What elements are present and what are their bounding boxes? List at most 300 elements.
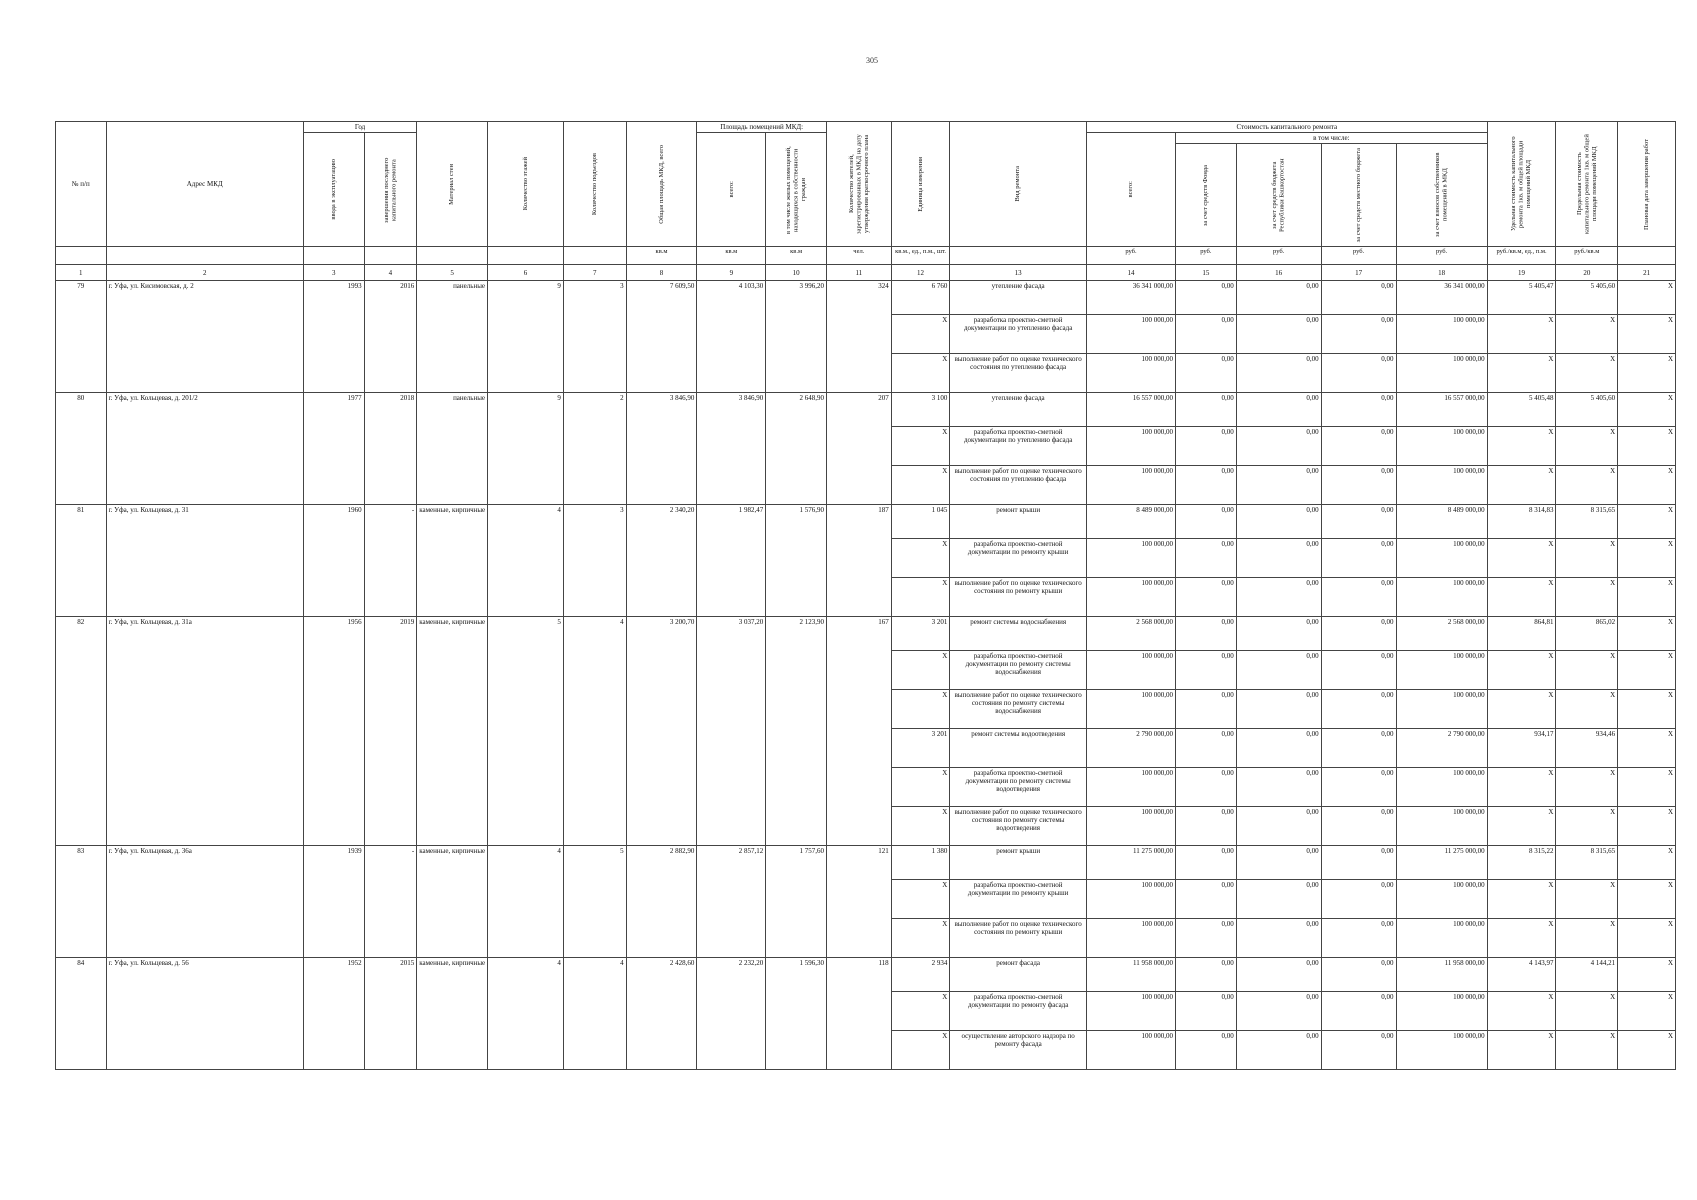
row-area-total: 3 037,20	[697, 617, 766, 846]
work-plan-date: X	[1618, 466, 1676, 505]
work-max-cost: X	[1556, 354, 1618, 393]
work-plan-date: X	[1618, 617, 1676, 651]
column-number: 3	[303, 265, 364, 281]
work-cost-fund: 0,00	[1175, 992, 1236, 1031]
column-number: 2	[106, 265, 303, 281]
work-cost-owners: 100 000,00	[1396, 578, 1487, 617]
work-cost-republic: 0,00	[1236, 315, 1321, 354]
work-quantity: X	[891, 651, 950, 690]
work-cost-republic: 0,00	[1236, 281, 1321, 315]
column-number: 12	[891, 265, 950, 281]
work-type: ремонт крыши	[950, 505, 1087, 539]
work-max-cost: X	[1556, 880, 1618, 919]
work-quantity: X	[891, 466, 950, 505]
work-plan-date: X	[1618, 578, 1676, 617]
unit-11: чел.	[826, 247, 891, 265]
work-cost-republic: 0,00	[1236, 505, 1321, 539]
work-type: разработка проектно-сметной документации по утеплению фасада	[950, 315, 1087, 354]
row-year-last-repair: 2018	[364, 393, 417, 505]
hdr-cost-group: Стоимость капитального ремонта	[1086, 122, 1487, 133]
work-unit-cost: 864,81	[1487, 617, 1556, 651]
work-cost-local: 0,00	[1321, 992, 1396, 1031]
row-number: 82	[56, 617, 107, 846]
work-max-cost: X	[1556, 992, 1618, 1031]
work-cost-fund: 0,00	[1175, 466, 1236, 505]
work-plan-date: X	[1618, 427, 1676, 466]
table-row	[56, 846, 1676, 880]
unit-8: кв.м	[626, 247, 697, 265]
work-quantity: X	[891, 539, 950, 578]
work-cost-republic: 0,00	[1236, 958, 1321, 992]
work-plan-date: X	[1618, 729, 1676, 768]
work-cost-owners: 36 341 000,00	[1396, 281, 1487, 315]
column-number: 19	[1487, 265, 1556, 281]
work-type: разработка проектно-сметной документации по ремонту системы водоснабжения	[950, 651, 1087, 690]
work-max-cost: 8 315,65	[1556, 505, 1618, 539]
work-plan-date: X	[1618, 992, 1676, 1031]
row-area-owned: 3 996,20	[766, 281, 827, 393]
column-number-row	[56, 265, 1676, 281]
work-plan-date: X	[1618, 768, 1676, 807]
work-cost-republic: 0,00	[1236, 539, 1321, 578]
work-cost-total: 100 000,00	[1086, 427, 1175, 466]
row-year-last-repair: 2019	[364, 617, 417, 846]
row-address: г. Уфа, ул. Кольцевая, д. 201/2	[106, 393, 303, 505]
work-quantity: X	[891, 807, 950, 846]
work-unit-cost: X	[1487, 768, 1556, 807]
work-quantity: 6 760	[891, 281, 950, 315]
column-number: 1	[56, 265, 107, 281]
work-unit-cost: X	[1487, 539, 1556, 578]
row-floors: 5	[488, 617, 564, 846]
work-cost-fund: 0,00	[1175, 315, 1236, 354]
work-max-cost: X	[1556, 539, 1618, 578]
work-cost-owners: 100 000,00	[1396, 992, 1487, 1031]
row-total-area: 2 428,60	[626, 958, 697, 1070]
work-quantity: X	[891, 427, 950, 466]
work-cost-owners: 100 000,00	[1396, 354, 1487, 393]
work-cost-total: 100 000,00	[1086, 466, 1175, 505]
row-address: г. Уфа, ул. Кольцевая, д. 56	[106, 958, 303, 1070]
hdr-area-owned: в том числе жилых помещений, находящихся в собственности граждан	[784, 145, 807, 234]
hdr-area-group: Площадь помещений МКД:	[697, 122, 827, 133]
work-cost-total: 16 557 000,00	[1086, 393, 1175, 427]
work-cost-republic: 0,00	[1236, 466, 1321, 505]
work-max-cost: X	[1556, 690, 1618, 729]
hdr-year-commission: ввода в эксплуатацию	[329, 159, 337, 220]
work-cost-local: 0,00	[1321, 880, 1396, 919]
column-number: 15	[1175, 265, 1236, 281]
hdr-cost-fund: за счет средств Фонда	[1202, 164, 1210, 226]
work-plan-date: X	[1618, 281, 1676, 315]
work-unit-cost: X	[1487, 807, 1556, 846]
work-max-cost: X	[1556, 807, 1618, 846]
row-total-area: 2 882,90	[626, 846, 697, 958]
row-floors: 4	[488, 846, 564, 958]
hdr-max-cost: Предельная стоимость капитального ремонта 1кв. м общей площади помещений МКД	[1575, 134, 1598, 234]
row-address: г. Уфа, ул. Кольцевая, д. 36а	[106, 846, 303, 958]
row-year-last-repair: 2015	[364, 958, 417, 1070]
row-year-last-repair: -	[364, 846, 417, 958]
hdr-cost-total: всего:	[1127, 181, 1135, 198]
row-residents: 187	[826, 505, 891, 617]
work-cost-republic: 0,00	[1236, 690, 1321, 729]
row-wall-material: каменные, кирпичные	[417, 617, 488, 846]
work-type: утепление фасада	[950, 393, 1087, 427]
work-cost-republic: 0,00	[1236, 807, 1321, 846]
hdr-year-last-repair: завершения последнего капитального ремонта	[382, 156, 398, 223]
work-cost-fund: 0,00	[1175, 651, 1236, 690]
work-quantity: X	[891, 578, 950, 617]
column-number: 6	[488, 265, 564, 281]
work-quantity: X	[891, 919, 950, 958]
row-residents: 121	[826, 846, 891, 958]
work-cost-total: 100 000,00	[1086, 578, 1175, 617]
work-cost-local: 0,00	[1321, 651, 1396, 690]
work-type: выполнение работ по оценке технического состояния по утеплению фасада	[950, 466, 1087, 505]
work-max-cost: X	[1556, 651, 1618, 690]
work-cost-total: 100 000,00	[1086, 807, 1175, 846]
row-floors: 9	[488, 281, 564, 393]
work-cost-local: 0,00	[1321, 958, 1396, 992]
work-max-cost: 934,46	[1556, 729, 1618, 768]
work-cost-owners: 100 000,00	[1396, 919, 1487, 958]
work-type: осуществление авторского надзора по ремонту фасада	[950, 1031, 1087, 1070]
work-plan-date: X	[1618, 354, 1676, 393]
row-address: г. Уфа, ул. Кольцевая, д. 31	[106, 505, 303, 617]
work-type: утепление фасада	[950, 281, 1087, 315]
work-plan-date: X	[1618, 505, 1676, 539]
hdr-plan-date: Плановая дата завершения работ	[1642, 138, 1650, 230]
work-max-cost: X	[1556, 315, 1618, 354]
column-number: 5	[417, 265, 488, 281]
work-cost-total: 100 000,00	[1086, 919, 1175, 958]
work-cost-local: 0,00	[1321, 539, 1396, 578]
work-unit-cost: X	[1487, 690, 1556, 729]
row-year-last-repair: 2016	[364, 281, 417, 393]
hdr-wall-material: Материал стен	[448, 163, 456, 205]
work-max-cost: X	[1556, 427, 1618, 466]
work-cost-fund: 0,00	[1175, 690, 1236, 729]
work-cost-local: 0,00	[1321, 768, 1396, 807]
work-unit-cost: X	[1487, 1031, 1556, 1070]
unit-10: кв.м	[766, 247, 827, 265]
row-floors: 4	[488, 958, 564, 1070]
work-plan-date: X	[1618, 539, 1676, 578]
column-number: 16	[1236, 265, 1321, 281]
work-cost-owners: 100 000,00	[1396, 466, 1487, 505]
row-address: г. Уфа, ул. Кольцевая, д. 31а	[106, 617, 303, 846]
column-number: 14	[1086, 265, 1175, 281]
hdr-cost-owners: за счет взносов собственников помещений в МКД	[1434, 152, 1449, 238]
work-unit-cost: 4 143,97	[1487, 958, 1556, 992]
work-cost-local: 0,00	[1321, 281, 1396, 315]
work-unit-cost: X	[1487, 354, 1556, 393]
row-total-area: 7 609,50	[626, 281, 697, 393]
row-year-commission: 1977	[303, 393, 364, 505]
work-cost-fund: 0,00	[1175, 281, 1236, 315]
column-number: 8	[626, 265, 697, 281]
work-plan-date: X	[1618, 846, 1676, 880]
work-cost-fund: 0,00	[1175, 919, 1236, 958]
row-year-last-repair: -	[364, 505, 417, 617]
work-cost-owners: 100 000,00	[1396, 880, 1487, 919]
work-cost-local: 0,00	[1321, 690, 1396, 729]
hdr-area-total: всего:	[727, 181, 735, 198]
work-unit-cost: X	[1487, 427, 1556, 466]
row-wall-material: каменные, кирпичные	[417, 505, 488, 617]
work-cost-republic: 0,00	[1236, 393, 1321, 427]
work-type: разработка проектно-сметной документации по ремонту фасада	[950, 992, 1087, 1031]
work-cost-total: 2 568 000,00	[1086, 617, 1175, 651]
work-cost-fund: 0,00	[1175, 617, 1236, 651]
row-year-commission: 1939	[303, 846, 364, 958]
work-quantity: X	[891, 354, 950, 393]
row-number: 83	[56, 846, 107, 958]
work-cost-owners: 16 557 000,00	[1396, 393, 1487, 427]
row-entrances: 5	[563, 846, 626, 958]
work-max-cost: X	[1556, 578, 1618, 617]
row-floors: 4	[488, 505, 564, 617]
work-quantity: 3 100	[891, 393, 950, 427]
unit-14: руб.	[1086, 247, 1175, 265]
work-cost-owners: 100 000,00	[1396, 539, 1487, 578]
work-cost-total: 11 275 000,00	[1086, 846, 1175, 880]
work-cost-local: 0,00	[1321, 354, 1396, 393]
work-cost-owners: 2 568 000,00	[1396, 617, 1487, 651]
column-number: 4	[364, 265, 417, 281]
capital-repair-table	[55, 121, 1676, 1070]
work-type: выполнение работ по оценке технического состояния по ремонту крыши	[950, 578, 1087, 617]
row-area-owned: 1 576,90	[766, 505, 827, 617]
work-cost-fund: 0,00	[1175, 807, 1236, 846]
work-cost-total: 100 000,00	[1086, 690, 1175, 729]
work-type: выполнение работ по оценке технического состояния по ремонту системы водоотведения	[950, 807, 1087, 846]
row-entrances: 3	[563, 505, 626, 617]
work-plan-date: X	[1618, 1031, 1676, 1070]
work-unit-cost: X	[1487, 466, 1556, 505]
work-type: разработка проектно-сметной документации по ремонту крыши	[950, 539, 1087, 578]
work-cost-local: 0,00	[1321, 466, 1396, 505]
work-cost-local: 0,00	[1321, 315, 1396, 354]
row-total-area: 2 340,20	[626, 505, 697, 617]
row-area-total: 2 232,20	[697, 958, 766, 1070]
work-plan-date: X	[1618, 651, 1676, 690]
row-entrances: 3	[563, 281, 626, 393]
work-type: ремонт крыши	[950, 846, 1087, 880]
work-cost-republic: 0,00	[1236, 768, 1321, 807]
row-wall-material: панельные	[417, 393, 488, 505]
work-cost-republic: 0,00	[1236, 1031, 1321, 1070]
work-max-cost: X	[1556, 768, 1618, 807]
work-unit-cost: X	[1487, 880, 1556, 919]
work-max-cost: 4 144,21	[1556, 958, 1618, 992]
work-cost-fund: 0,00	[1175, 427, 1236, 466]
hdr-address: Адрес МКД	[106, 122, 303, 247]
work-cost-fund: 0,00	[1175, 729, 1236, 768]
hdr-unit-cost: Удельная стоимость капитального ремонта 1кв. м общей площади помещений МКД	[1510, 136, 1533, 232]
work-cost-fund: 0,00	[1175, 505, 1236, 539]
work-type: выполнение работ по оценке технического состояния по утеплению фасада	[950, 354, 1087, 393]
work-max-cost: 5 405,60	[1556, 393, 1618, 427]
work-cost-local: 0,00	[1321, 427, 1396, 466]
work-plan-date: X	[1618, 690, 1676, 729]
work-unit-cost: 934,17	[1487, 729, 1556, 768]
row-total-area: 3 200,70	[626, 617, 697, 846]
unit-20: руб./кв.м	[1556, 247, 1618, 265]
work-type: ремонт системы водоотведения	[950, 729, 1087, 768]
column-number: 13	[950, 265, 1087, 281]
row-number: 79	[56, 281, 107, 393]
work-cost-local: 0,00	[1321, 807, 1396, 846]
work-cost-owners: 100 000,00	[1396, 807, 1487, 846]
row-area-owned: 1 596,30	[766, 958, 827, 1070]
row-wall-material: каменные, кирпичные	[417, 958, 488, 1070]
work-cost-total: 100 000,00	[1086, 880, 1175, 919]
row-area-total: 3 846,90	[697, 393, 766, 505]
unit-16: руб.	[1236, 247, 1321, 265]
work-cost-total: 100 000,00	[1086, 354, 1175, 393]
work-max-cost: X	[1556, 466, 1618, 505]
table-row	[56, 958, 1676, 992]
row-residents: 324	[826, 281, 891, 393]
row-year-commission: 1956	[303, 617, 364, 846]
work-cost-total: 100 000,00	[1086, 651, 1175, 690]
page-number: 305	[866, 56, 878, 65]
work-cost-republic: 0,00	[1236, 651, 1321, 690]
work-cost-local: 0,00	[1321, 1031, 1396, 1070]
work-quantity: X	[891, 880, 950, 919]
work-cost-fund: 0,00	[1175, 768, 1236, 807]
work-quantity: X	[891, 690, 950, 729]
work-unit-cost: X	[1487, 315, 1556, 354]
work-cost-fund: 0,00	[1175, 578, 1236, 617]
column-number: 17	[1321, 265, 1396, 281]
work-max-cost: 865,02	[1556, 617, 1618, 651]
work-plan-date: X	[1618, 393, 1676, 427]
work-cost-local: 0,00	[1321, 846, 1396, 880]
work-cost-republic: 0,00	[1236, 427, 1321, 466]
work-plan-date: X	[1618, 880, 1676, 919]
work-type: ремонт системы водоснабжения	[950, 617, 1087, 651]
work-cost-republic: 0,00	[1236, 846, 1321, 880]
work-cost-total: 100 000,00	[1086, 992, 1175, 1031]
work-unit-cost: X	[1487, 651, 1556, 690]
unit-19: руб./кв.м, ед., п.м.	[1487, 247, 1556, 265]
work-cost-total: 8 489 000,00	[1086, 505, 1175, 539]
hdr-floors: Количество этажей	[521, 157, 529, 211]
work-cost-total: 100 000,00	[1086, 315, 1175, 354]
row-residents: 207	[826, 393, 891, 505]
work-cost-total: 2 790 000,00	[1086, 729, 1175, 768]
work-unit-cost: X	[1487, 578, 1556, 617]
hdr-unit: Единица измерения	[916, 156, 924, 212]
column-number: 11	[826, 265, 891, 281]
row-total-area: 3 846,90	[626, 393, 697, 505]
row-year-commission: 1960	[303, 505, 364, 617]
work-cost-owners: 100 000,00	[1396, 768, 1487, 807]
row-floors: 9	[488, 393, 564, 505]
row-wall-material: каменные, кирпичные	[417, 846, 488, 958]
work-cost-total: 100 000,00	[1086, 539, 1175, 578]
column-number: 9	[697, 265, 766, 281]
table-body	[56, 281, 1676, 1070]
work-plan-date: X	[1618, 807, 1676, 846]
row-area-owned: 1 757,60	[766, 846, 827, 958]
work-cost-republic: 0,00	[1236, 617, 1321, 651]
row-year-commission: 1993	[303, 281, 364, 393]
work-cost-fund: 0,00	[1175, 539, 1236, 578]
row-number: 80	[56, 393, 107, 505]
table-row	[56, 281, 1676, 315]
work-plan-date: X	[1618, 315, 1676, 354]
work-quantity: X	[891, 1031, 950, 1070]
work-cost-total: 100 000,00	[1086, 1031, 1175, 1070]
unit-18: руб.	[1396, 247, 1487, 265]
row-area-total: 2 857,12	[697, 846, 766, 958]
work-cost-owners: 11 275 000,00	[1396, 846, 1487, 880]
work-max-cost: 5 405,60	[1556, 281, 1618, 315]
row-residents: 167	[826, 617, 891, 846]
work-max-cost: 8 315,65	[1556, 846, 1618, 880]
hdr-incl: в том числе:	[1175, 133, 1487, 144]
work-unit-cost: 5 405,47	[1487, 281, 1556, 315]
work-cost-local: 0,00	[1321, 578, 1396, 617]
row-address: г. Уфа, ул. Кисимовская, д. 2	[106, 281, 303, 393]
unit-15: руб.	[1175, 247, 1236, 265]
work-plan-date: X	[1618, 958, 1676, 992]
work-cost-local: 0,00	[1321, 617, 1396, 651]
row-entrances: 2	[563, 393, 626, 505]
unit-17: руб.	[1321, 247, 1396, 265]
work-cost-republic: 0,00	[1236, 880, 1321, 919]
column-number: 21	[1618, 265, 1676, 281]
row-entrances: 4	[563, 617, 626, 846]
work-cost-fund: 0,00	[1175, 958, 1236, 992]
table-row	[56, 393, 1676, 427]
column-number: 20	[1556, 265, 1618, 281]
work-cost-local: 0,00	[1321, 729, 1396, 768]
hdr-residents: Количество жителей, зарегистрированных в МКД на дату утверждения краткосрочного плана	[847, 134, 870, 234]
work-type: выполнение работ по оценке технического состояния по ремонту системы водоснабжения	[950, 690, 1087, 729]
work-cost-total: 36 341 000,00	[1086, 281, 1175, 315]
work-cost-republic: 0,00	[1236, 992, 1321, 1031]
hdr-year: Год	[303, 122, 416, 133]
unit-9: кв.м	[697, 247, 766, 265]
work-quantity: 1 380	[891, 846, 950, 880]
work-quantity: X	[891, 315, 950, 354]
work-unit-cost: 8 315,22	[1487, 846, 1556, 880]
work-cost-owners: 2 790 000,00	[1396, 729, 1487, 768]
hdr-num: № п/п	[56, 122, 107, 247]
column-number: 7	[563, 265, 626, 281]
work-cost-fund: 0,00	[1175, 1031, 1236, 1070]
work-cost-owners: 11 958 000,00	[1396, 958, 1487, 992]
hdr-total-area: Общая площадь МКД, всего	[657, 144, 665, 224]
work-cost-owners: 100 000,00	[1396, 651, 1487, 690]
work-cost-local: 0,00	[1321, 505, 1396, 539]
work-cost-fund: 0,00	[1175, 393, 1236, 427]
row-year-commission: 1952	[303, 958, 364, 1070]
work-cost-local: 0,00	[1321, 393, 1396, 427]
work-max-cost: X	[1556, 919, 1618, 958]
work-unit-cost: X	[1487, 992, 1556, 1031]
work-quantity: X	[891, 768, 950, 807]
work-cost-local: 0,00	[1321, 919, 1396, 958]
work-cost-owners: 8 489 000,00	[1396, 505, 1487, 539]
table-row	[56, 505, 1676, 539]
row-area-total: 1 982,47	[697, 505, 766, 617]
